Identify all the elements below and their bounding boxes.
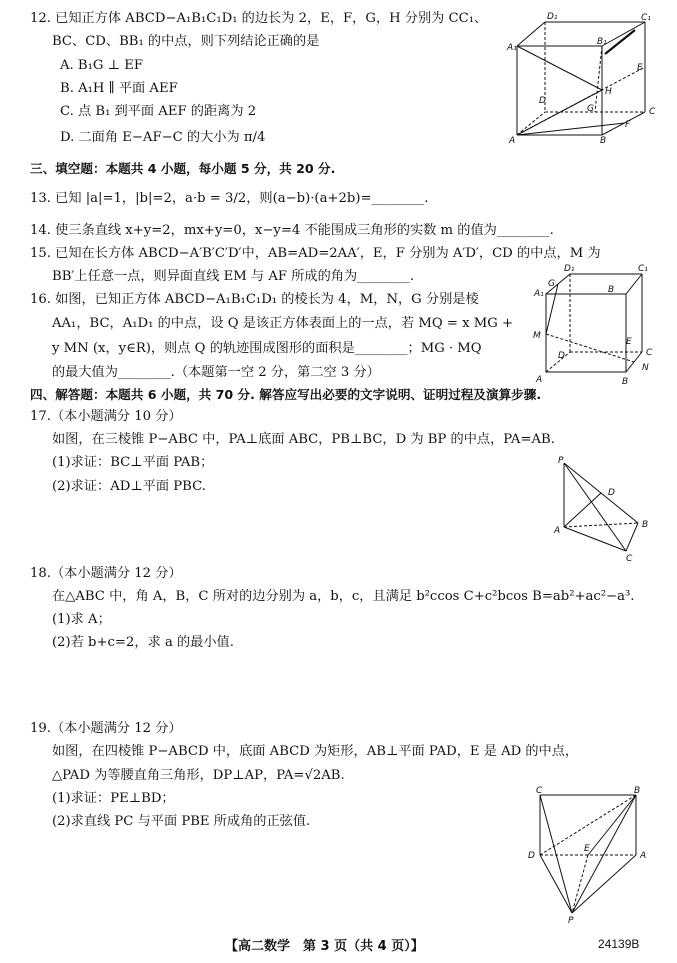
- svg-text:B: B: [634, 786, 641, 796]
- svg-text:D: D: [558, 351, 565, 361]
- section-4-heading: 四、解答题：本题共 6 小题，共 70 分. 解答应写出必要的文字说明、证明过程及演算步骤.: [30, 387, 542, 402]
- svg-text:C₁: C₁: [641, 13, 651, 23]
- svg-text:C: C: [626, 554, 633, 564]
- svg-text:E: E: [637, 63, 643, 73]
- q12-option-d: D. 二面角 E−AF−C 的大小为 π/4: [60, 130, 266, 145]
- svg-text:D: D: [528, 851, 535, 861]
- svg-text:C: C: [649, 107, 656, 117]
- svg-text:A: A: [536, 375, 543, 385]
- svg-text:C: C: [536, 786, 543, 796]
- svg-text:B: B: [600, 136, 607, 145]
- q12-option-b: B. A₁H ∥ 平面 AEF: [60, 81, 178, 96]
- svg-text:B: B: [642, 520, 649, 530]
- svg-text:P: P: [558, 456, 564, 466]
- q12-stem-line2: BC、CD、BB₁ 的中点，则下列结论正确的是: [52, 34, 320, 49]
- q15-line1: 15. 已知在长方体 ABCD−A′B′C′D′中，AB=AD=2AA′，E，F 分别为 A′D′，CD 的中点，M 为: [30, 246, 601, 261]
- q18-line1: 在△ABC 中，角 A，B，C 所对的边分别为 a，b，c，且满足 b²ccos C+c²bcos B=ab²+ac²−a³.: [52, 589, 635, 604]
- q19-line2: △PAD 为等腰直角三角形，DP⊥AP，PA=√2AB.: [52, 768, 345, 783]
- paper-code: 24139B: [598, 937, 640, 951]
- svg-text:D: D: [608, 488, 615, 498]
- svg-text:C₁: C₁: [638, 264, 648, 274]
- svg-text:A: A: [554, 526, 561, 536]
- q19-heading: 19.（本小题满分 12 分）: [30, 721, 182, 736]
- svg-text:H: H: [605, 87, 612, 97]
- q18-part2: (2)若 b+c=2，求 a 的最小值.: [52, 635, 234, 650]
- q16-line4: 的最大值为________.（本题第一空 2 分，第二空 3 分）: [52, 365, 380, 380]
- svg-text:D₁: D₁: [564, 264, 575, 274]
- q15-line2: BB′上任意一点，则异面直线 EM 与 AF 所成的角为________.: [52, 269, 415, 284]
- q16-line3: y MN (x，y∈R)，则点 Q 的轨迹围成图形的面积是________；MG · MQ: [52, 341, 482, 356]
- q12-option-a: A. B₁G ⊥ EF: [60, 58, 143, 73]
- svg-text:A₁: A₁: [534, 289, 544, 299]
- q16-line2: AA₁，BC，A₁D₁ 的中点，设 Q 是该正方体表面上的一点，若 MQ = x MG +: [52, 316, 514, 331]
- svg-text:E: E: [584, 844, 590, 854]
- q19-line1: 如图，在四棱锥 P−ABCD 中，底面 ABCD 为矩形，AB⊥平面 PAD，E 是 AD 的中点，: [52, 744, 579, 759]
- q19-part2: (2)求直线 PC 与平面 PBE 所成角的正弦值.: [52, 814, 311, 829]
- q19-pyramid-figure: [522, 785, 657, 925]
- q16-line1: 16. 如图，已知正方体 ABCD−A₁B₁C₁D₁ 的棱长为 4，M，N，G 分别是棱: [30, 292, 479, 307]
- q17-line1: 如图，在三棱锥 P−ABC 中，PA⊥底面 ABC，PB⊥BC，D 为 BP 的中点，PA=AB.: [52, 432, 555, 447]
- q12-option-c: C. 点 B₁ 到平面 AEF 的距离为 2: [60, 104, 257, 119]
- q17-heading: 17.（本小题满分 10 分）: [30, 409, 182, 424]
- q12-stem-line1: 12. 已知正方体 ABCD−A₁B₁C₁D₁ 的边长为 2，E，F，G，H 分别为 CC₁、: [30, 11, 488, 26]
- svg-text:B: B: [622, 377, 629, 387]
- svg-text:N: N: [642, 363, 649, 373]
- svg-text:P: P: [568, 916, 574, 925]
- svg-text:A₁: A₁: [507, 43, 517, 53]
- svg-text:C: C: [646, 348, 653, 358]
- svg-text:D: D: [539, 96, 546, 106]
- q13-text: 13. 已知 |a|=1，|b|=2，a·b = 3/2，则(a−b)·(a+2b)=________.: [30, 191, 429, 206]
- q17-part2: (2)求证：AD⊥平面 PBC.: [52, 479, 206, 494]
- q14-text: 14. 使三条直线 x+y=2，mx+y=0，x−y=4 不能围成三角形的实数 m 的值为________.: [30, 223, 554, 238]
- svg-text:G: G: [587, 104, 594, 114]
- q17-pyramid-figure: [550, 455, 655, 565]
- svg-text:A: A: [640, 851, 647, 861]
- svg-text:D₁: D₁: [547, 12, 558, 22]
- svg-text:G: G: [548, 279, 555, 289]
- svg-text:M: M: [533, 331, 541, 341]
- q12-cube-figure: [505, 10, 660, 145]
- q17-part1: (1)求证：BC⊥平面 PAB；: [52, 455, 214, 470]
- q18-part1: (1)求 A；: [52, 612, 111, 627]
- svg-text:E: E: [626, 337, 632, 347]
- page-footer: 【高二数学 第 3 页（共 4 页）】: [225, 939, 424, 954]
- svg-text:A: A: [509, 136, 516, 145]
- svg-text:B: B: [608, 285, 615, 295]
- q16-cube-figure: [530, 262, 660, 387]
- q19-part1: (1)求证：PE⊥BD；: [52, 791, 175, 806]
- svg-text:F: F: [625, 120, 631, 130]
- q18-heading: 18.（本小题满分 12 分）: [30, 566, 182, 581]
- section-3-heading: 三、填空题：本题共 4 小题，每小题 5 分，共 20 分.: [30, 161, 336, 176]
- svg-text:B₁: B₁: [597, 37, 607, 47]
